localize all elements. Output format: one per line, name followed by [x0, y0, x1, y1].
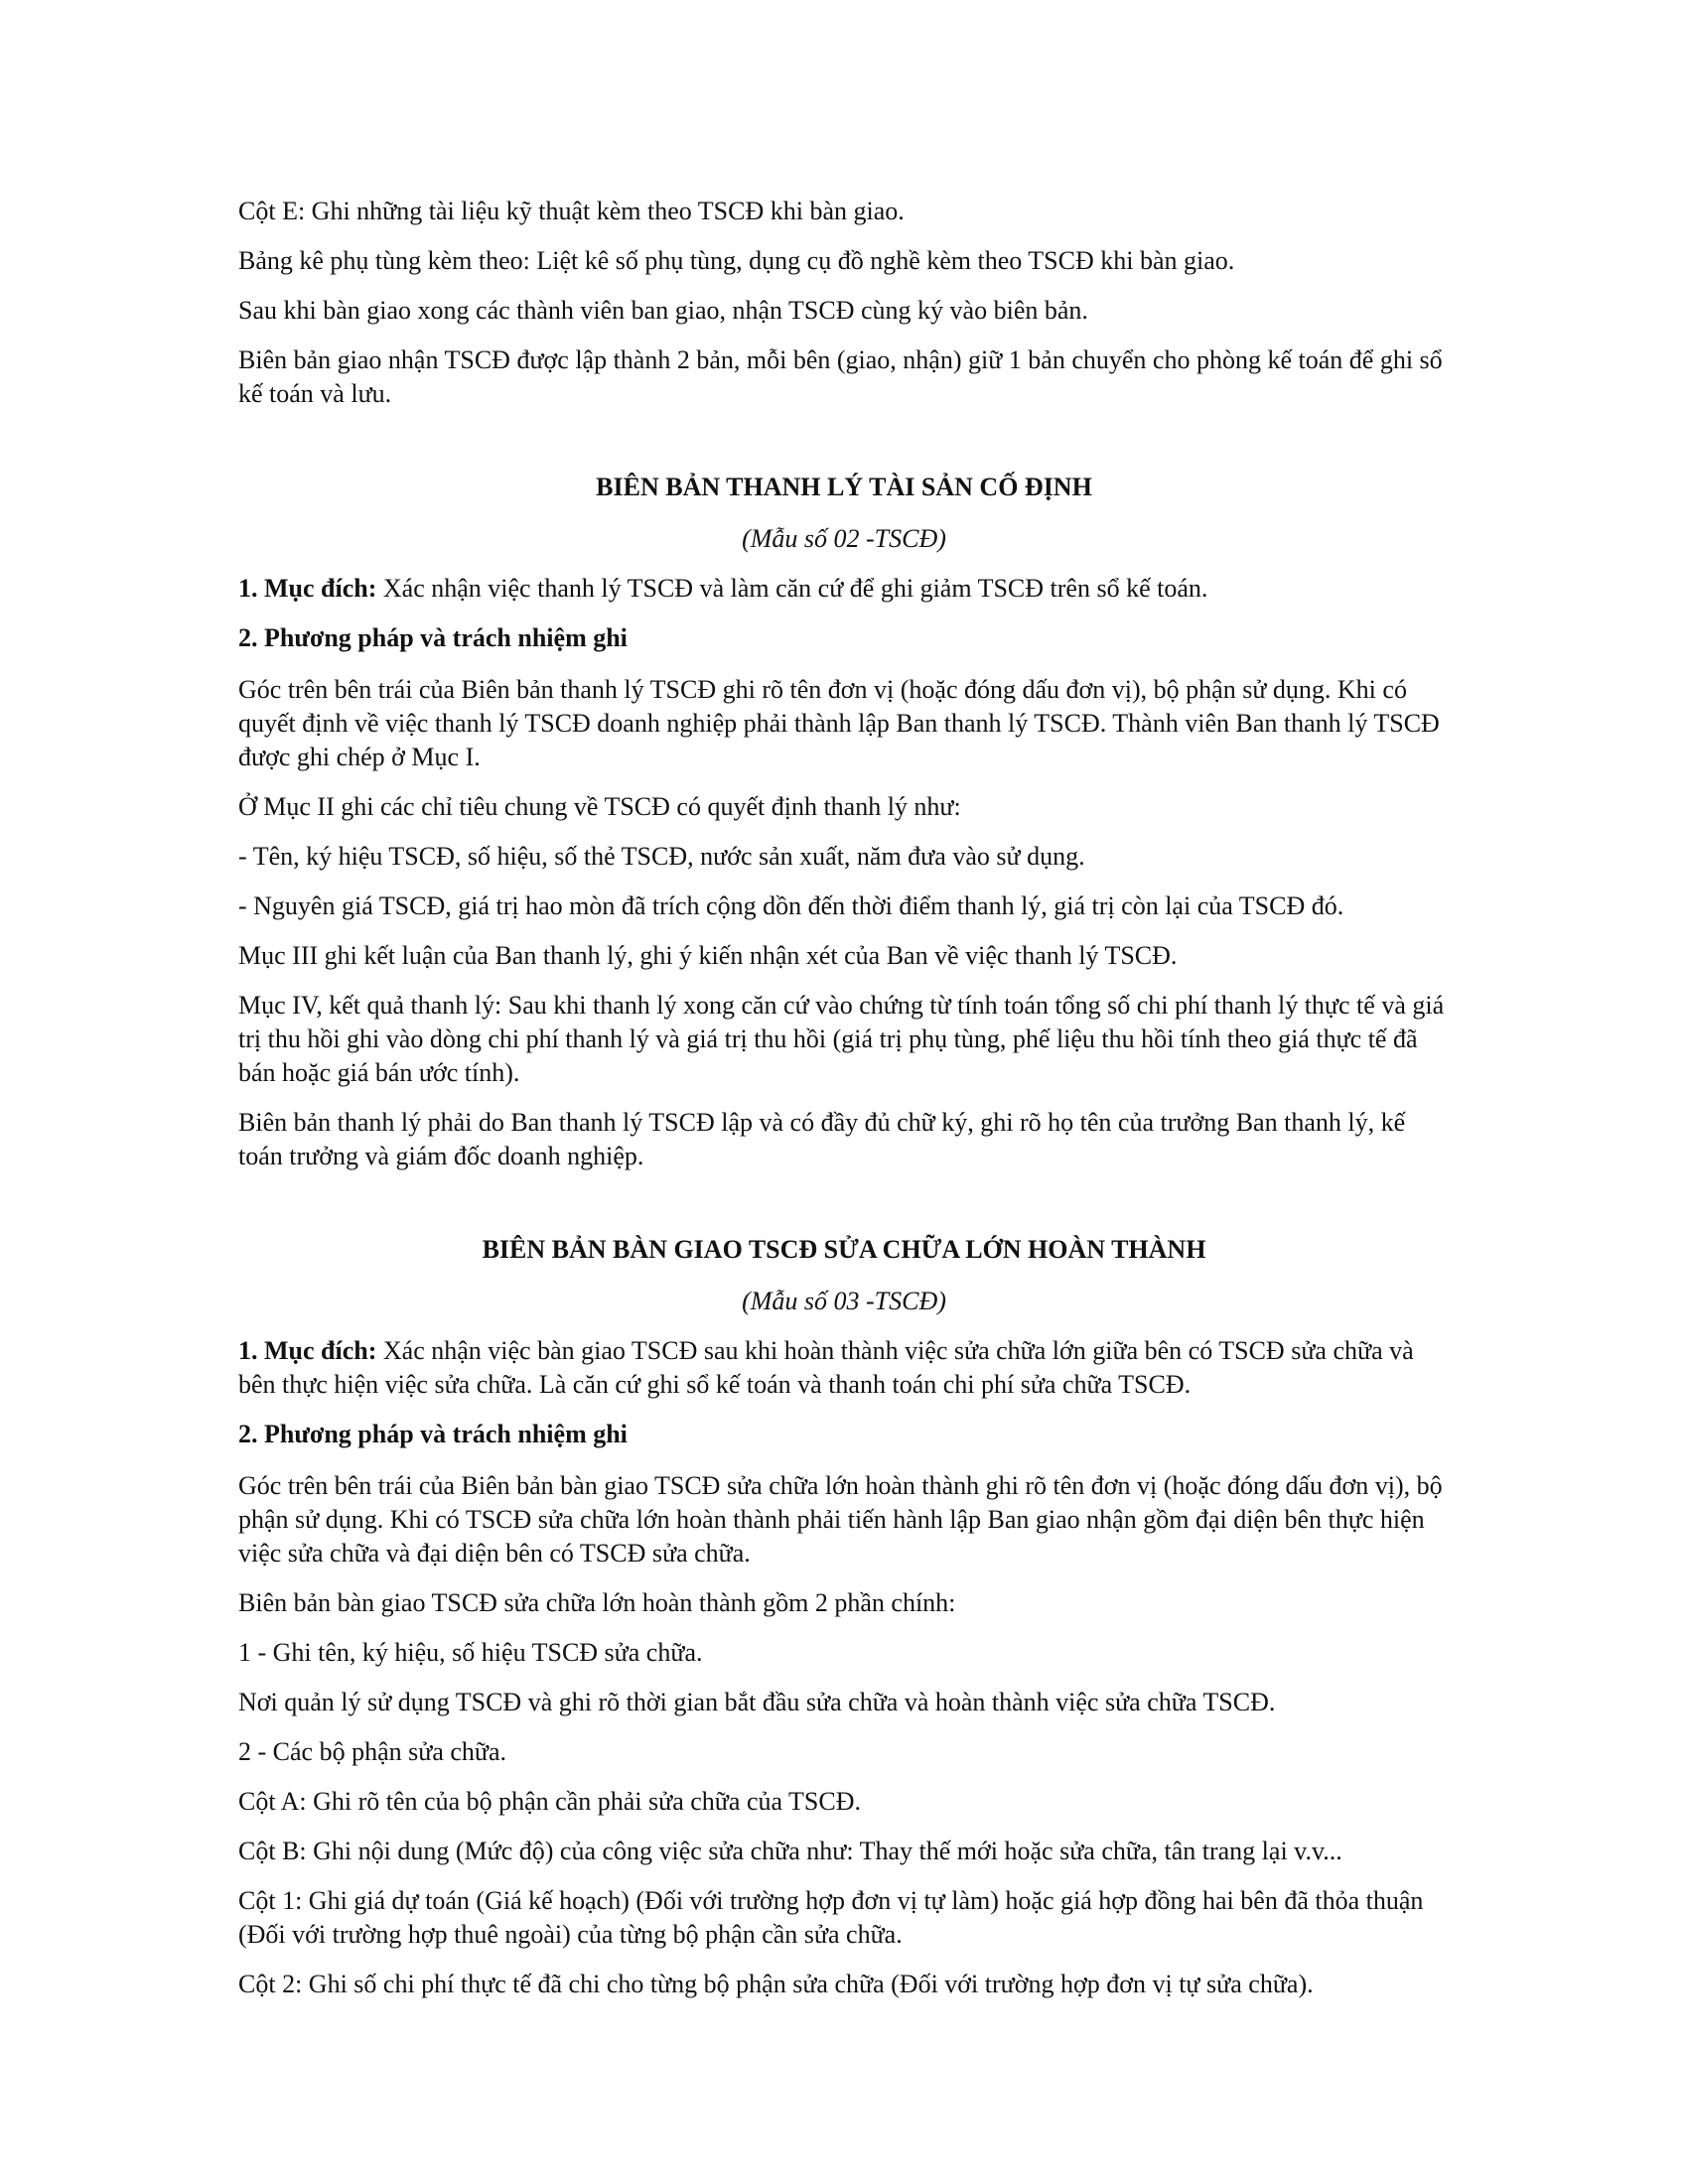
- purpose-label: 1. Mục đích:: [238, 574, 377, 603]
- paragraph-spare-parts-list: Bảng kê phụ tùng kèm theo: Liệt kê số phụ tùng, dụng cụ đồ nghề kèm theo TSCĐ khi bàn giao.: [238, 246, 1235, 275]
- purpose-paragraph-liquidation: [238, 572, 1450, 606]
- purpose-text: Xác nhận việc thanh lý TSCĐ và làm căn cứ để ghi giảm TSCĐ trên sổ kế toán.: [376, 574, 1208, 603]
- paragraph-liquidation-4: - Nguyên giá TSCĐ, giá trị hao mòn đã trích cộng dồn đến thời điểm thanh lý, giá trị còn lại của TSCĐ đó.: [238, 891, 1344, 920]
- paragraph-repair-3: 1 - Ghi tên, ký hiệu, số hiệu TSCĐ sửa chữa.: [238, 1638, 703, 1667]
- paragraph-repair-4: Nơi quản lý sử dụng TSCĐ và ghi rõ thời gian bắt đầu sửa chữa và hoàn thành việc sửa chữa TSCĐ.: [238, 1688, 1276, 1716]
- purpose-paragraph-repair: [238, 1334, 1450, 1402]
- paragraph-column-e: Cột E: Ghi những tài liệu kỹ thuật kèm theo TSCĐ khi bàn giao.: [238, 197, 905, 225]
- paragraph-liquidation-1: Góc trên bên trái của Biên bản thanh lý TSCĐ ghi rõ tên đơn vị (hoặc đóng dấu đơn vị), bộ phận sử dụng. Khi có quyết định về việc thanh lý TSCĐ doanh nghiệp phải thành lập Ban thanh lý TSCĐ. Thành viên Ban thanh lý TSCĐ được ghi chép ở Mục I.: [238, 675, 1440, 771]
- method-heading-repair: 2. Phương pháp và trách nhiệm ghi: [238, 1420, 628, 1448]
- section-spacer: [238, 1189, 1450, 1233]
- paragraph-liquidation-7: Biên bản thanh lý phải do Ban thanh lý TSCĐ lập và có đầy đủ chữ ký, ghi rõ họ tên của trưởng Ban thanh lý, kế toán trưởng và giám đốc doanh nghiệp.: [238, 1108, 1406, 1170]
- paragraph-repair-6: Cột A: Ghi rõ tên của bộ phận cần phải sửa chữa của TSCĐ.: [238, 1787, 862, 1816]
- section-spacer: [238, 427, 1450, 471]
- section-title-liquidation: BIÊN BẢN THANH LÝ TÀI SẢN CỐ ĐỊNH: [596, 473, 1092, 501]
- paragraph-repair-2: Biên bản bàn giao TSCĐ sửa chữa lớn hoàn thành gồm 2 phần chính:: [238, 1588, 956, 1617]
- paragraph-liquidation-2: Ở Mục II ghi các chỉ tiêu chung về TSCĐ có quyết định thanh lý như:: [238, 792, 961, 821]
- purpose-text: Xác nhận việc bàn giao TSCĐ sau khi hoàn thành việc sửa chữa lớn giữa bên có TSCĐ sửa chữa và bên thực hiện việc sửa chữa. Là căn cứ ghi sổ kế toán và thanh toán chi phí sửa chữa TSCĐ.: [238, 1336, 1414, 1399]
- paragraph-repair-9: Cột 2: Ghi số chi phí thực tế đã chi cho từng bộ phận sửa chữa (Đối với trường hợp đơn vị tự sửa chữa).: [238, 1970, 1314, 1998]
- paragraph-signing: Sau khi bàn giao xong các thành viên ban giao, nhận TSCĐ cùng ký vào biên bản.: [238, 296, 1088, 325]
- purpose-label: 1. Mục đích:: [238, 1336, 377, 1365]
- section-subtitle-form-02: (Mẫu số 02 -TSCĐ): [742, 524, 946, 553]
- method-heading-liquidation: 2. Phương pháp và trách nhiệm ghi: [238, 623, 628, 652]
- paragraph-copies: Biên bản giao nhận TSCĐ được lập thành 2 bản, mỗi bên (giao, nhận) giữ 1 bản chuyển cho phòng kế toán để ghi sổ kế toán và lưu.: [238, 345, 1443, 408]
- paragraph-repair-7: Cột B: Ghi nội dung (Mức độ) của công việc sửa chữa như: Thay thế mới hoặc sửa chữa, tân trang lại v.v...: [238, 1837, 1342, 1865]
- section-title-repair-handover: BIÊN BẢN BÀN GIAO TSCĐ SỬA CHỮA LỚN HOÀN THÀNH: [482, 1235, 1206, 1264]
- section-subtitle-form-03: (Mẫu số 03 -TSCĐ): [742, 1287, 946, 1315]
- paragraph-repair-8: Cột 1: Ghi giá dự toán (Giá kế hoạch) (Đối với trường hợp đơn vị tự làm) hoặc giá hợp đồng hai bên đã thỏa thuận (Đối với trường hợp thuê ngoài) của từng bộ phận cần sửa chữa.: [238, 1886, 1424, 1949]
- paragraph-liquidation-5: Mục III ghi kết luận của Ban thanh lý, ghi ý kiến nhận xét của Ban về việc thanh lý TSCĐ.: [238, 941, 1178, 970]
- paragraph-liquidation-3: - Tên, ký hiệu TSCĐ, số hiệu, số thẻ TSCĐ, nước sản xuất, năm đưa vào sử dụng.: [238, 842, 1085, 871]
- paragraph-repair-1: Góc trên bên trái của Biên bản bàn giao TSCĐ sửa chữa lớn hoàn thành ghi rõ tên đơn vị (hoặc đóng dấu đơn vị), bộ phận sử dụng. Khi có TSCĐ sửa chữa lớn hoàn thành phải tiến hành lập Ban giao nhận gồm đại diện bên thực hiện việc sửa chữa và đại diện bên có TSCĐ sửa chữa.: [238, 1471, 1443, 1568]
- paragraph-liquidation-6: Mục IV, kết quả thanh lý: Sau khi thanh lý xong căn cứ vào chứng từ tính toán tổng số chi phí thanh lý thực tế và giá trị thu hồi ghi vào dòng chi phí thanh lý và giá trị thu hồi (giá trị phụ tùng, phế liệu thu hồi tính theo giá thực tế đã bán hoặc giá bán ước tính).: [238, 991, 1445, 1087]
- paragraph-repair-5: 2 - Các bộ phận sửa chữa.: [238, 1737, 507, 1766]
- document-page: [238, 195, 1450, 2017]
